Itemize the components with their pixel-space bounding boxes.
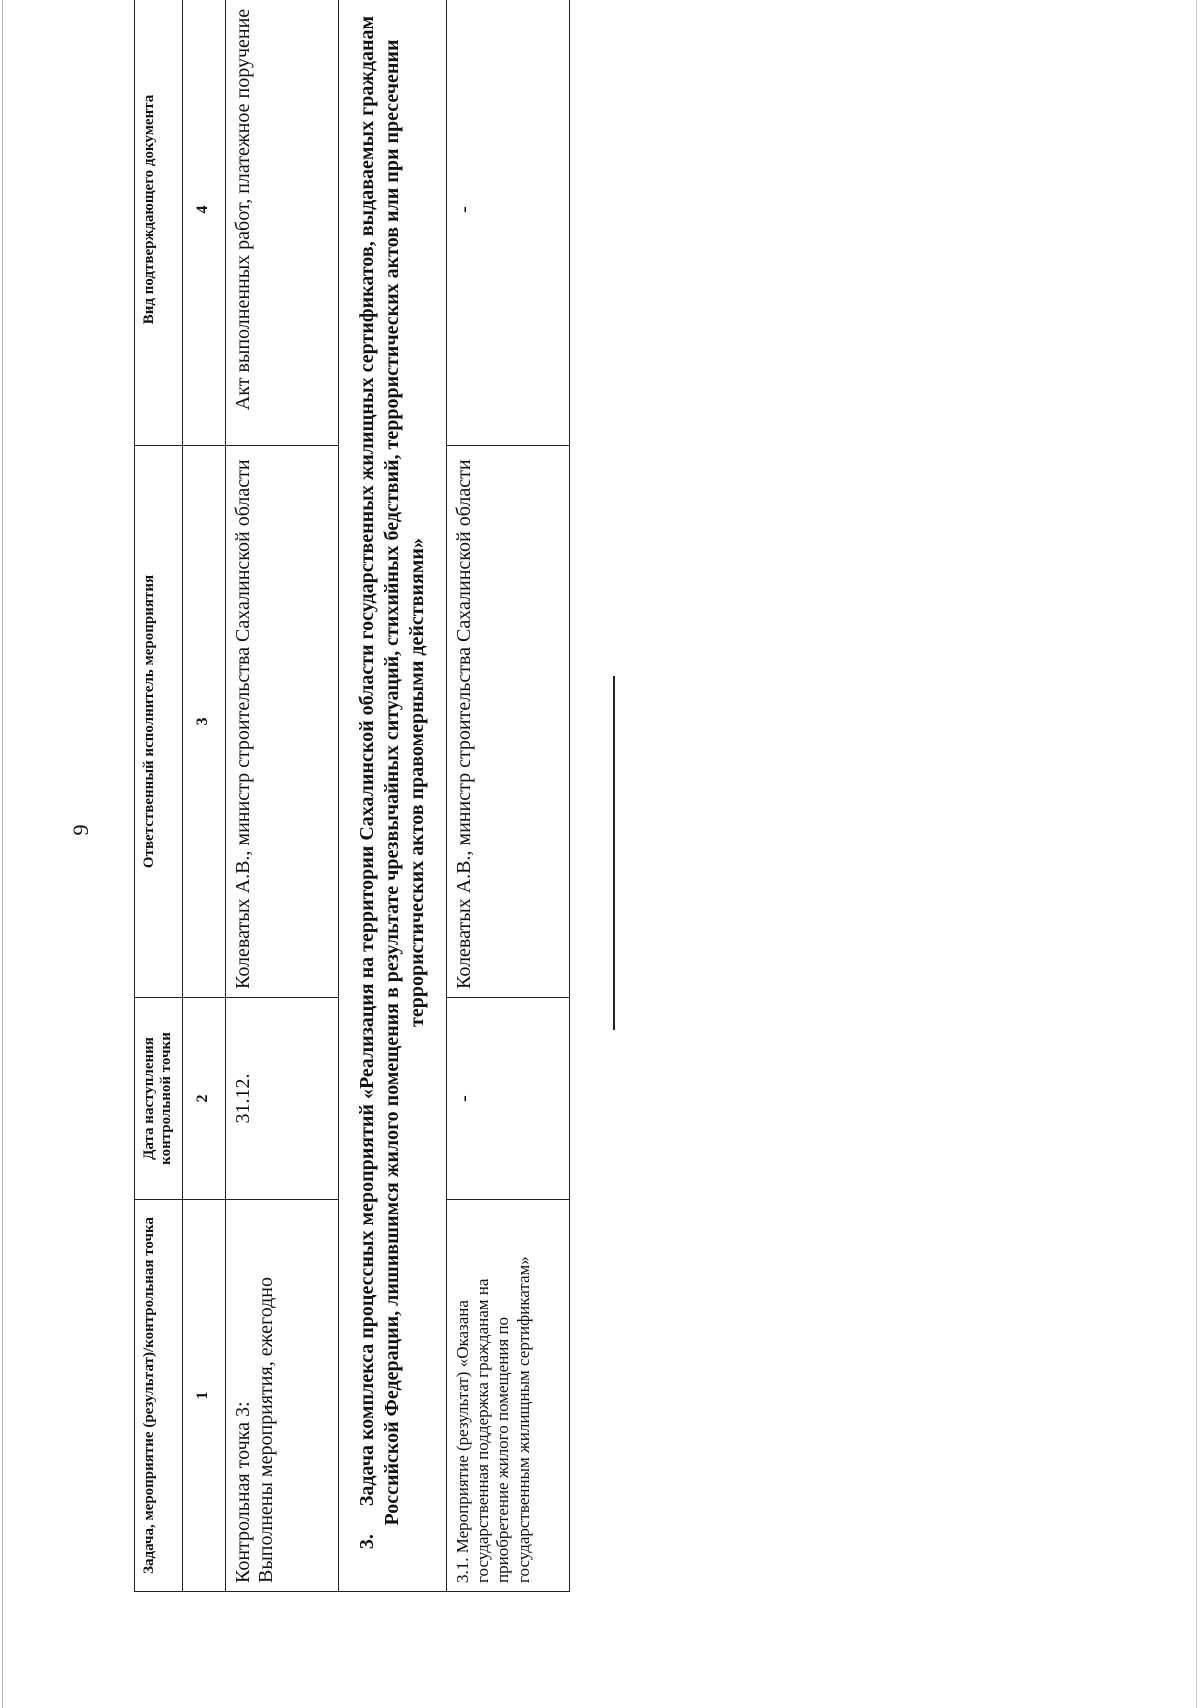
- measure-responsible: Колеватых А.В., министр строительства Сахалинской области: [446, 446, 569, 998]
- header-date: Дата наступления контрольной точки: [135, 998, 183, 1200]
- column-number-3: 3: [182, 446, 225, 998]
- control-point-cell: [225, 1200, 338, 1592]
- page-number: 9: [68, 824, 93, 836]
- task-cell: [338, 0, 446, 1592]
- task-number: 3.: [355, 1534, 378, 1550]
- measure-date: -: [446, 998, 569, 1200]
- header-task: Задача, мероприятие (результат)/контрольная точка: [135, 1200, 183, 1592]
- table-header-row: [135, 0, 183, 1592]
- column-number-1: 1: [182, 1200, 225, 1592]
- table-row: [446, 0, 569, 1592]
- column-number-4: 4: [182, 0, 225, 446]
- scan-edge-right: [1196, 0, 1197, 1708]
- task-text: Задача комплекса процессных мероприятий «Реализация на территории Сахалинской области государственных жилищных сертификатов, выдаваемых гражданам Российской Федерации, лишившимся жилого помещения в результате чрезвычайных ситуаций, стихийных бедствий, террористических актов или при пресечении террористических актов правомерными действиями»: [355, 15, 428, 1526]
- control-point-document: Акт выполненных работ, платежное поручение: [225, 0, 338, 446]
- control-point-responsible: Колеватых А.В., министр строительства Сахалинской области: [225, 446, 338, 998]
- plan-table: [134, 0, 570, 1592]
- header-document: Вид подтверждающего документа: [135, 0, 183, 446]
- rotated-table-container: [134, 8, 554, 1592]
- control-point-title: Контрольная точка 3:: [231, 1401, 254, 1583]
- column-number-row: [182, 0, 225, 1592]
- control-point-description: Выполнены мероприятия, ежегодно: [254, 1276, 277, 1583]
- control-point-date: 31.12.: [225, 998, 338, 1200]
- table-row: [225, 0, 338, 1592]
- measure-description: 3.1. Мероприятие (результат) «Оказана государственная поддержка гражданам на приобретение жилого помещения по государственным жилищным сертификатам»: [446, 1200, 569, 1592]
- measure-document: -: [446, 0, 569, 446]
- end-separator-line: [613, 676, 615, 1030]
- scan-edge-left: [2, 0, 3, 1708]
- task-row: [338, 0, 446, 1592]
- header-responsible: Ответственный исполнитель мероприятия: [135, 446, 183, 998]
- column-number-2: 2: [182, 998, 225, 1200]
